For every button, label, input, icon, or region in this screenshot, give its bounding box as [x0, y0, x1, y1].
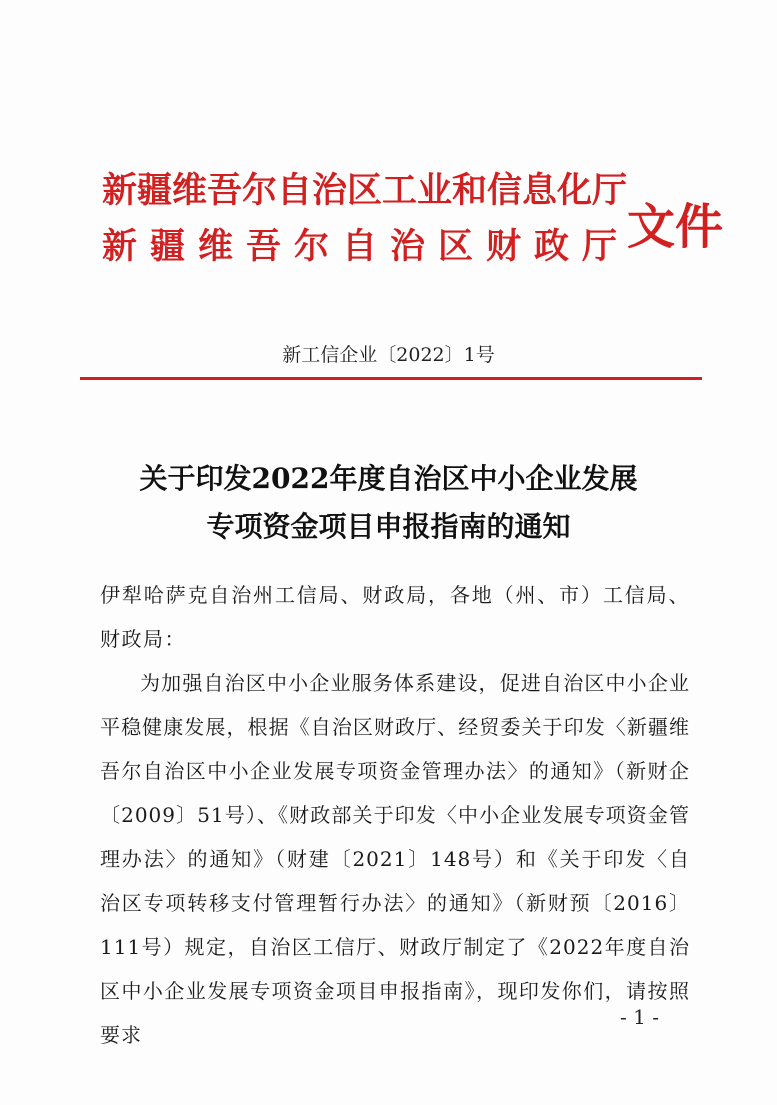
- addressee: 伊犁哈萨克自治州工信局、财政局，各地（州、市）工信局、财政局：: [100, 583, 690, 651]
- document-body: [100, 573, 690, 1057]
- page-number: - 1 -: [620, 1005, 659, 1029]
- issuing-org-line-1: 新疆维吾尔自治区工业和信息化厅: [102, 171, 628, 211]
- issuing-org-line-2: 新疆维吾尔自治区财政厅: [102, 227, 631, 267]
- title-line-2: 专项资金项目申报指南的通知: [206, 510, 571, 543]
- document-number: 新工信企业〔2022〕1号: [282, 344, 495, 366]
- document-title: [0, 455, 777, 551]
- title-line-1: 关于印发2022年度自治区中小企业发展: [139, 462, 638, 495]
- red-divider-line: [80, 377, 702, 380]
- document-header: [0, 0, 777, 300]
- document-type-label: 文件: [627, 199, 724, 255]
- body-paragraph: 为加强自治区中小企业服务体系建设，促进自治区中小企业平稳健康发展，根据《自治区财政厅、经贸委关于印发〈新疆维吾尔自治区中小企业发展专项资金管理办法〉的通知》（新财企〔2009〕51号）、《财政部关于印发〈中小企业发展专项资金管理办法〉的通知》（财建〔2021〕148号）和《关于印发〈自治区专项转移支付管理暂行办法〉的通知》（新财预〔2016〕111号）规定，自治区工信厅、财政厅制定了《2022年度自治区中小企业发展专项资金项目申报指南》，现印发你们，请按照要求: [100, 671, 690, 1047]
